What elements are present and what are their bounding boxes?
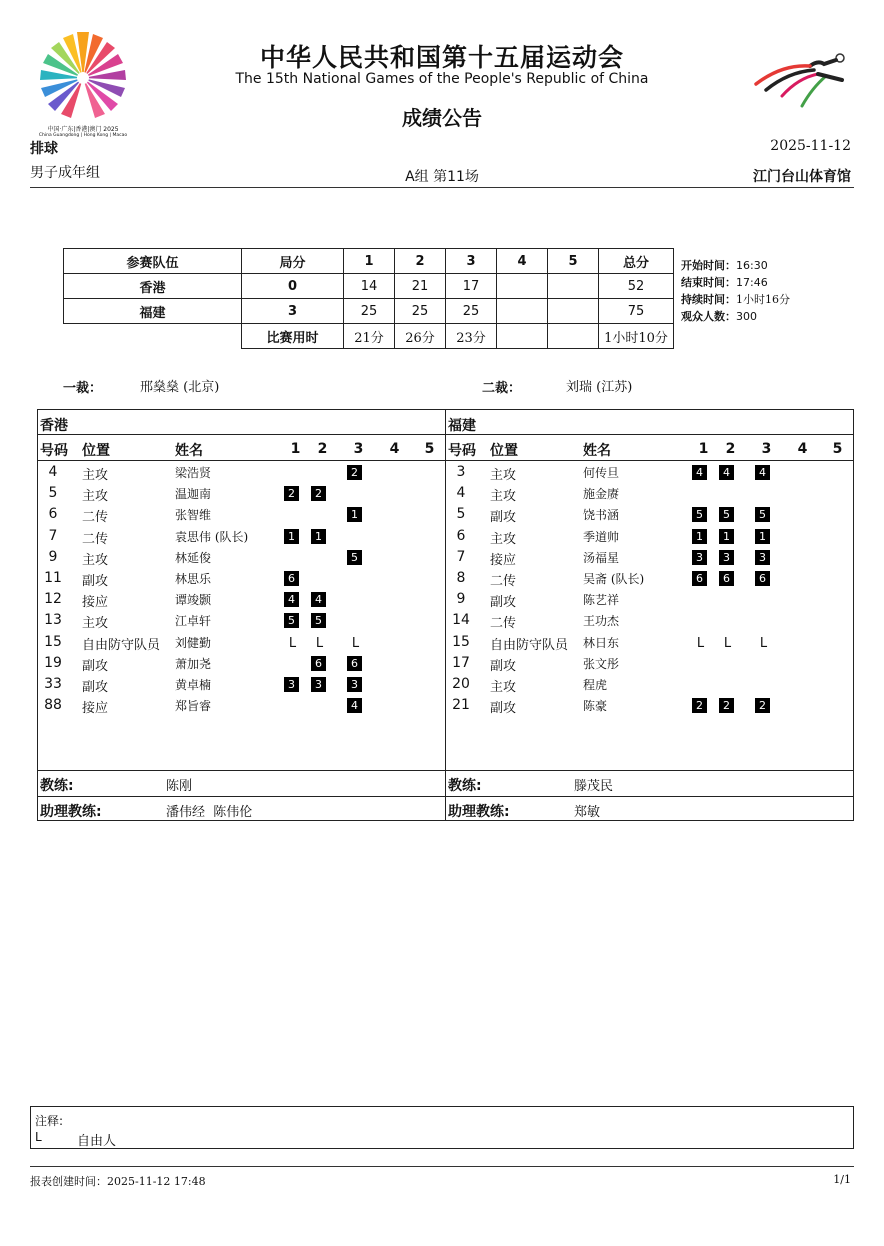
report-created: 报表创建时间：2025-11-12 17:48 (30, 1175, 206, 1188)
roster-header-set: 5 (424, 441, 435, 457)
starting-position-marker: 3 (311, 677, 326, 692)
player-position: 副攻 (490, 701, 517, 717)
player-number: 3 (456, 464, 466, 480)
group-match: A组 第11场 (405, 169, 479, 185)
player-name: 陈艺祥 (583, 593, 620, 608)
player-name: 王功杰 (583, 614, 620, 629)
player-number: 88 (44, 697, 62, 714)
player-position: 主攻 (82, 468, 109, 483)
player-position: 二传 (490, 574, 517, 589)
second-referee: 刘瑞 (江苏) (566, 380, 633, 395)
player-name: 林日东 (583, 635, 620, 650)
total-score: 75 (599, 299, 674, 324)
player-position: 二传 (82, 531, 109, 547)
player-number: 21 (452, 697, 470, 714)
set-duration (548, 324, 599, 349)
assistant-coach-label: 助理教练: (448, 804, 510, 820)
set-score (548, 274, 599, 299)
player-name: 张文彤 (583, 656, 620, 671)
set-score: 14 (344, 274, 395, 299)
roster-header-set: 3 (761, 441, 772, 457)
player-position: 主攻 (490, 468, 517, 483)
assistant-coach-names: 潘伟经 陈伟伦 (166, 805, 253, 820)
player-position: 副攻 (490, 658, 517, 674)
player-name: 程虎 (583, 678, 608, 692)
roster-header-set: 4 (797, 441, 808, 457)
player-position: 主攻 (490, 680, 517, 695)
starting-position-marker: 1 (284, 529, 299, 544)
score-header: 1 (344, 249, 395, 274)
set-score: 21 (395, 274, 446, 299)
roster-team-name: 香港 (40, 418, 68, 434)
roster-header-set: 2 (725, 441, 736, 457)
score-header: 2 (395, 249, 446, 274)
starting-position-marker: 6 (719, 571, 734, 586)
starting-position-marker: 4 (347, 698, 362, 713)
assistant-coach-label: 助理教练: (40, 804, 102, 820)
assistant-line (37, 796, 854, 797)
player-position: 接应 (82, 701, 109, 717)
team-name: 福建 (64, 299, 242, 324)
starting-position-marker: 5 (284, 613, 299, 628)
player-name: 刘健勤 (175, 635, 212, 650)
set-duration: 26分 (395, 324, 446, 349)
score-row-team2 (64, 299, 674, 324)
player-position: 主攻 (490, 531, 517, 547)
player-name: 陈豪 (583, 699, 608, 714)
roster-header-num: 号码 (448, 443, 476, 459)
starting-position-marker: 4 (284, 592, 299, 607)
player-name: 黄卓楠 (175, 678, 212, 692)
score-header: 总分 (599, 249, 674, 274)
player-name: 梁浩贤 (175, 466, 212, 480)
player-number: 19 (44, 654, 62, 671)
set-score: 25 (395, 299, 446, 324)
player-number: 15 (452, 633, 470, 650)
coach-label: 教练: (448, 778, 482, 794)
player-position: 自由防守队员 (82, 637, 161, 653)
footer-divider (30, 1166, 854, 1167)
starting-position-marker: 3 (755, 550, 770, 565)
player-name: 林延俊 (175, 550, 212, 565)
player-name: 温迦南 (175, 487, 212, 502)
info-start: 开始时间：16:30 (681, 259, 768, 272)
player-number: 5 (456, 506, 466, 523)
note-meaning: 自由人 (77, 1134, 117, 1149)
starting-position-marker: 4 (311, 592, 326, 607)
player-name: 汤福星 (583, 550, 620, 565)
column-header-line (37, 460, 854, 461)
info-end: 结束时间：17:46 (681, 276, 768, 289)
libero-mark: L (759, 635, 768, 651)
player-name: 林思乐 (175, 572, 212, 586)
libero-mark: L (315, 635, 324, 651)
score-header: 参赛队伍 (64, 249, 242, 274)
roster-header-set: 5 (832, 441, 843, 457)
starting-position-marker: 1 (719, 529, 734, 544)
player-position: 二传 (82, 510, 109, 526)
duration-label: 比赛用时 (242, 324, 344, 349)
sets-won: 3 (242, 299, 344, 324)
player-number: 17 (452, 654, 470, 671)
starting-position-marker: 6 (755, 571, 770, 586)
event-title-en: The 15th National Games of the People's Republic of China (235, 71, 649, 87)
player-position: 接应 (490, 552, 517, 568)
libero-mark: L (288, 635, 297, 651)
info-attendance: 观众人数：300 (681, 310, 757, 323)
player-position: 主攻 (82, 616, 109, 632)
starting-position-marker: 6 (311, 656, 326, 671)
player-name: 季道帅 (583, 529, 620, 544)
score-header: 局分 (242, 249, 344, 274)
coach-name: 陈刚 (166, 779, 193, 794)
team-name: 香港 (64, 274, 242, 299)
set-score (497, 274, 548, 299)
player-number: 4 (48, 464, 58, 480)
starting-position-marker: 6 (284, 571, 299, 586)
starting-position-marker: 5 (311, 613, 326, 628)
player-position: 主攻 (82, 552, 109, 568)
score-row-team1 (64, 274, 674, 299)
match-info (681, 257, 790, 325)
total-duration: 1小时10分 (599, 324, 674, 349)
player-name: 张智维 (175, 508, 212, 523)
starting-position-marker: 2 (719, 698, 734, 713)
empty-cell (64, 324, 242, 349)
player-number: 9 (48, 548, 58, 565)
venue: 江门台山体育馆 (753, 169, 851, 185)
player-position: 副攻 (82, 658, 109, 674)
player-name: 何传旦 (583, 466, 620, 480)
score-header-row (64, 249, 674, 274)
set-duration (497, 324, 548, 349)
player-number: 12 (44, 591, 62, 608)
sets-won: 0 (242, 274, 344, 299)
player-position: 二传 (490, 616, 517, 632)
roster-header-set: 4 (389, 441, 400, 457)
starting-position-marker: 2 (284, 486, 299, 501)
page-number: 1/1 (833, 1173, 851, 1186)
starting-position-marker: 5 (347, 550, 362, 565)
roster-header-set: 3 (353, 441, 364, 457)
roster-header-set: 1 (290, 441, 301, 457)
notes-label: 注释: (35, 1114, 64, 1128)
starting-position-marker: 6 (692, 571, 707, 586)
set-duration: 21分 (344, 324, 395, 349)
coach-name: 滕茂民 (574, 779, 614, 794)
player-position: 自由防守队员 (490, 637, 569, 653)
player-number: 11 (44, 570, 62, 586)
volleyball-pictogram-icon (752, 50, 852, 110)
roster-header-pos: 位置 (490, 443, 518, 459)
player-number: 8 (456, 570, 466, 586)
logo-caption-en: China Guangdong | Hong Kong | Macao (38, 133, 128, 138)
set-score: 17 (446, 274, 497, 299)
score-header: 4 (497, 249, 548, 274)
roster-header-set: 2 (317, 441, 328, 457)
logo-caption: 中国·广东|香港|澳门 2025 (47, 126, 119, 133)
player-name: 饶书涵 (583, 508, 620, 523)
starting-position-marker: 4 (692, 465, 707, 480)
note-code: L (35, 1130, 42, 1144)
set-score: 25 (344, 299, 395, 324)
player-name: 吴斋 (队长) (583, 572, 645, 586)
total-score: 52 (599, 274, 674, 299)
player-number: 7 (456, 548, 466, 565)
libero-mark: L (696, 635, 705, 651)
notes-box (30, 1106, 854, 1149)
first-referee: 邢燊燊 (北京) (140, 380, 220, 395)
player-number: 6 (456, 527, 466, 544)
starting-position-marker: 3 (719, 550, 734, 565)
player-name: 袁思伟 (队长) (175, 529, 249, 544)
player-number: 20 (452, 676, 470, 692)
category: 男子成年组 (30, 165, 100, 181)
libero-mark: L (723, 635, 732, 651)
score-header: 3 (446, 249, 497, 274)
player-position: 主攻 (82, 489, 109, 505)
duration-row (64, 324, 674, 349)
player-position: 副攻 (82, 680, 109, 695)
player-position: 副攻 (490, 510, 517, 526)
score-header: 5 (548, 249, 599, 274)
roster-header-name: 姓名 (583, 443, 611, 459)
starting-position-marker: 2 (311, 486, 326, 501)
starting-position-marker: 5 (719, 507, 734, 522)
set-score (548, 299, 599, 324)
score-summary-table (63, 248, 674, 349)
player-name: 施金赓 (583, 487, 620, 502)
roster-header-set: 1 (698, 441, 709, 457)
coach-line (37, 770, 854, 771)
starting-position-marker: 3 (347, 677, 362, 692)
starting-position-marker: 2 (692, 698, 707, 713)
event-title-cn: 中华人民共和国第十五届运动会 (259, 43, 624, 72)
player-number: 7 (48, 527, 58, 544)
player-position: 副攻 (82, 574, 109, 589)
starting-position-marker: 2 (347, 465, 362, 480)
header-divider (30, 187, 854, 188)
page-title: 成绩公告 (402, 106, 482, 130)
player-number: 4 (456, 485, 466, 502)
sport-name: 排球 (30, 141, 58, 157)
player-name: 江卓轩 (175, 614, 212, 629)
player-name: 郑旨睿 (175, 699, 212, 714)
player-number: 5 (48, 485, 58, 502)
roster-header-num: 号码 (40, 443, 68, 459)
starting-position-marker: 4 (719, 465, 734, 480)
starting-position-marker: 2 (755, 698, 770, 713)
set-score (497, 299, 548, 324)
coach-label: 教练: (40, 778, 74, 794)
player-position: 主攻 (490, 489, 517, 505)
info-duration: 持续时间：1小时16分 (681, 293, 790, 306)
team-header-line (37, 434, 854, 435)
player-name: 萧加尧 (175, 656, 212, 671)
first-referee-label: 一裁： (63, 381, 103, 396)
starting-position-marker: 1 (311, 529, 326, 544)
starting-position-marker: 5 (755, 507, 770, 522)
libero-mark: L (351, 635, 360, 651)
starting-position-marker: 1 (347, 507, 362, 522)
starting-position-marker: 4 (755, 465, 770, 480)
player-position: 副攻 (490, 595, 517, 611)
starting-position-marker: 1 (755, 529, 770, 544)
roster-header-name: 姓名 (175, 443, 203, 459)
player-number: 9 (456, 591, 466, 608)
second-referee-label: 二裁： (482, 381, 522, 396)
roster-header-pos: 位置 (82, 443, 110, 459)
player-name: 谭竣颢 (175, 593, 212, 608)
player-position: 接应 (82, 595, 109, 611)
starting-position-marker: 5 (692, 507, 707, 522)
roster-team-name: 福建 (448, 418, 476, 434)
player-number: 13 (44, 612, 62, 629)
starting-position-marker: 6 (347, 656, 362, 671)
player-number: 33 (44, 676, 62, 692)
set-score: 25 (446, 299, 497, 324)
starting-position-marker: 1 (692, 529, 707, 544)
player-number: 6 (48, 506, 58, 523)
player-number: 14 (452, 612, 470, 629)
assistant-coach-names: 郑敏 (574, 805, 601, 820)
match-date: 2025-11-12 (770, 138, 851, 154)
player-number: 15 (44, 633, 62, 650)
set-duration: 23分 (446, 324, 497, 349)
starting-position-marker: 3 (692, 550, 707, 565)
starting-position-marker: 3 (284, 677, 299, 692)
